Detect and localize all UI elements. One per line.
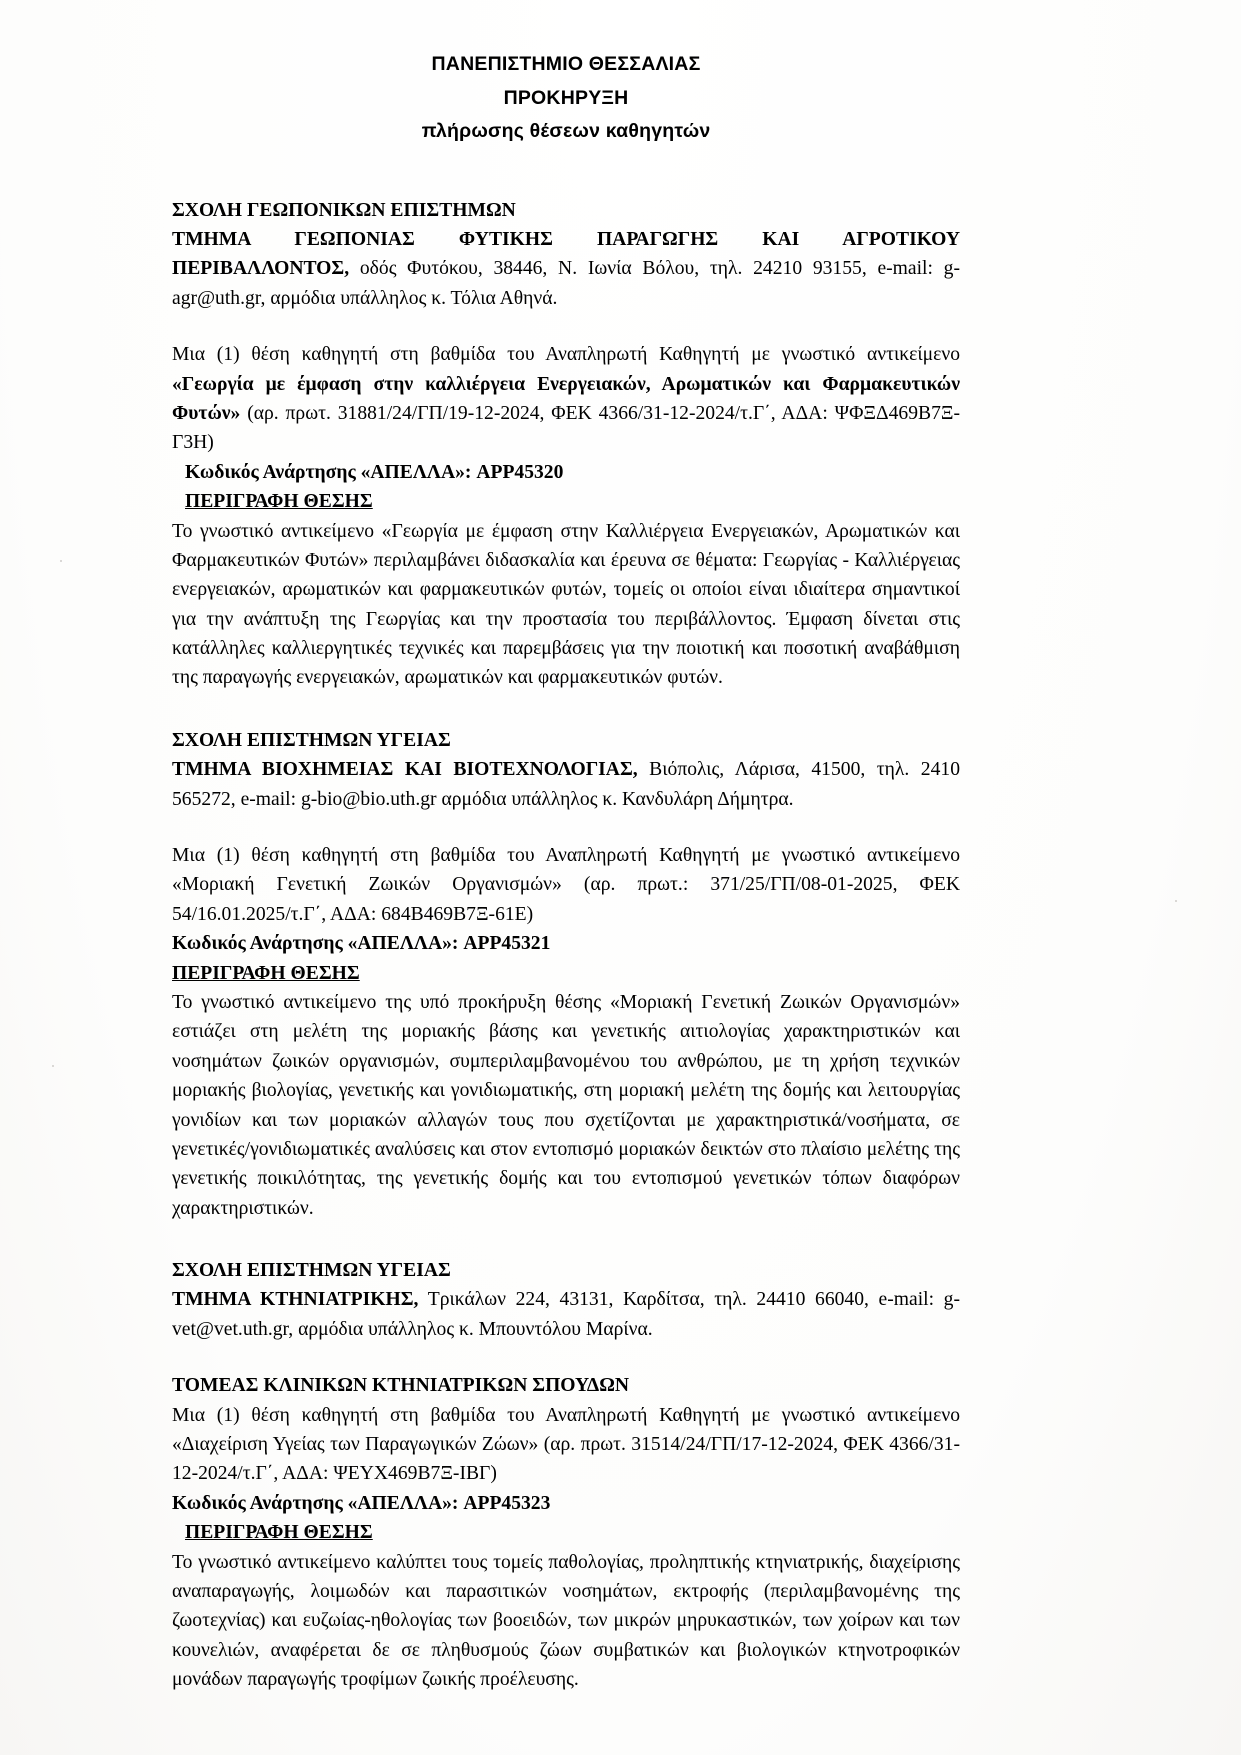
position-description-2: Το γνωστικό αντικείμενο της υπό προκήρυξη θέσης «Μοριακή Γενετική Ζωικών Οργανισμών» εστιάζει στη μελέτη της μοριακής βάσης και γενετικής αιτιολογίας χαρακτηριστικών και νοσημάτων ζωικών οργανισμών, συμπεριλαμβανομένου του ανθρώπου, με τη χρήση τεχνικών μοριακής βιολογίας, γενετικής και γονιδιωματικής, στη μοριακή μελέτη της δομής και λειτουργίας γονιδίων και των μοριακών αλλαγών τους που σχετίζονται με χαρακτηριστικά/νοσήματα, σε γενετικές/γονιδιωματικές αναλύσεις και στον εντοπισμό μοριακών δεικτών στο πλαίσιο μελέτης της γενετικής ποικιλότητας, της γενετικής δομής και του εντοπισμού γενετικών τόπων διαφόρων χαρακτηριστικών. bbox=[172, 991, 960, 1219]
scan-speckle bbox=[60, 560, 62, 562]
section-department-line bbox=[172, 755, 960, 814]
position-announcement-3: Μια (1) θέση καθηγητή στη βαθμίδα του Αναπληρωτή Καθηγητή με γνωστικό αντικείμενο «Διαχείριση Υγείας των Παραγωγικών Ζώων» (αρ. πρωτ. 31514/24/ΓΠ/17-12-2024, ΦΕΚ 4366/31-12-2024/τ.Γ΄, ΑΔΑ: ΨΕΥΧ469Β7Ξ-ΙΒΓ) bbox=[172, 1404, 960, 1485]
apella-code-3: Κωδικός Ανάρτησης «ΑΠΕΛΛΑ»: APP45323 bbox=[172, 1492, 551, 1514]
document-header bbox=[172, 48, 960, 149]
section-health-sciences-veterinary bbox=[172, 1256, 960, 1694]
apella-code-2: Κωδικός Ανάρτησης «ΑΠΕΛΛΑ»: APP45321 bbox=[172, 933, 551, 955]
department-name: ΤΜΗΜΑ ΚΤΗΝΙΑΤΡΙΚΗΣ, bbox=[172, 1289, 419, 1311]
header-announcement-type: ΠΡΟΚΗΡΥΞΗ bbox=[503, 86, 629, 109]
department-name-part-1: ΤΜΗΜΑ ΓΕΩΠΟΝΙΑΣ ΦΥΤΙΚΗΣ ΠΑΡΑΓΩΓΗΣ ΚΑΙ ΑΓΡΟΤΙΚΟΥ bbox=[172, 228, 960, 250]
position-reference-numbers: (αρ. πρωτ. 31881/24/ΓΠ/19-12-2024, ΦΕΚ 4366/31-12-2024/τ.Γ΄, ΑΔΑ: ΨΦΞΔ469Β7Ξ-Γ3Η) bbox=[172, 402, 960, 454]
section-health-sciences-biochemistry bbox=[172, 726, 960, 1223]
department-contact-info: Τρικάλων 224, 43131, Καρδίτσα, τηλ. 24410 66040, e-mail: g-vet@vet.uth.gr, αρμόδια υπάλληλος κ. Μπουντόλου Μαρίνα. bbox=[172, 1289, 961, 1340]
header-gap-2 bbox=[172, 182, 960, 196]
description-heading-wrap-1 bbox=[172, 487, 960, 516]
section-sector-name: ΤΟΜΕΑΣ ΚΛΙΝΙΚΩΝ ΚΤΗΝΙΑΤΡΙΚΩΝ ΣΠΟΥΔΩΝ bbox=[172, 1375, 630, 1397]
gap bbox=[172, 313, 960, 340]
section-school-name: ΣΧΟΛΗ ΓΕΩΠΟΝΙΚΩΝ ΕΠΙΣΤΗΜΩΝ bbox=[172, 199, 516, 221]
section-department-line-2 bbox=[172, 254, 960, 313]
position-description-1: Το γνωστικό αντικείμενο «Γεωργία με έμφαση στην Καλλιέργεια Ενεργειακών, Αρωματικών και Φαρμακευτικών Φυτών» περιλαμβάνει διδασκαλία και έρευνα σε θέματα: Γεωργίας - Καλλιέργειας ενεργειακών, αρωματικών και φαρμακευτικών φυτών, τομείς οι οποίοι είναι ιδιαίτερα σημαντικοί για την ανάπτυξη της Γεωργίας και την προστασία του περιβάλλοντος. Έμφαση δίνεται στις κατάλληλες καλλιεργητικές τεχνικές και παρεμβάσεις για την ποιοτική και ποσοτική αναβάθμιση της παραγωγής ενεργειακών, αρωματικών και φαρμακευτικών φυτών. bbox=[172, 520, 960, 689]
header-gap bbox=[172, 149, 960, 182]
position-announcement-2: Μια (1) θέση καθηγητή στη βαθμίδα του Αναπληρωτή Καθηγητή με γνωστικό αντικείμενο «Μοριακή Γενετική Ζωικών Οργανισμών» (αρ. πρωτ.: 371/25/ΓΠ/08-01-2025, ΦΕΚ 54/16.01.2025/τ.Γ΄, ΑΔΑ: 684Β469Β7Ξ-61Ε) bbox=[172, 845, 960, 925]
section-gap-2 bbox=[172, 1223, 960, 1256]
department-name: ΤΜΗΜΑ ΒΙΟΧΗΜΕΙΑΣ ΚΑΙ ΒΙΟΤΕΧΝΟΛΟΓΙΑΣ, bbox=[172, 759, 638, 781]
position-subject-title: «Γεωργία με έμφαση στην καλλιέργεια Ενεργειακών, Αρωματικών και Φαρμακευτικών Φυτών» bbox=[172, 373, 960, 424]
section-agricultural-sciences bbox=[172, 196, 960, 693]
gap bbox=[172, 814, 960, 841]
section-school-name: ΣΧΟΛΗ ΕΠΙΣΤΗΜΩΝ ΥΓΕΙΑΣ bbox=[172, 1260, 451, 1282]
position-announcement-1 bbox=[172, 340, 960, 458]
section-department-line bbox=[172, 1285, 960, 1344]
section-school-name: ΣΧΟΛΗ ΕΠΙΣΤΗΜΩΝ ΥΓΕΙΑΣ bbox=[172, 729, 451, 751]
position-intro-text: Μια (1) θέση καθηγητή στη βαθμίδα του Αναπληρωτή Καθηγητή με γνωστικό αντικείμενο bbox=[172, 344, 960, 366]
department-contact-info: Βιόπολις, Λάρισα, 41500, τηλ. 2410 565272, e-mail: g-bio@bio.uth.gr αρμόδια υπάλληλος κ. Κανδυλάρη Δήμητρα. bbox=[172, 759, 960, 810]
document-body bbox=[172, 48, 960, 1695]
section-gap-1 bbox=[172, 693, 960, 726]
department-contact-info: οδός Φυτόκου, 38446, Ν. Ιωνία Βόλου, τηλ. 24210 93155, e-mail: g-agr@uth.gr, αρμόδια υπάλληλος κ. Τόλια Αθηνά. bbox=[172, 258, 960, 309]
gap bbox=[172, 1344, 960, 1371]
position-description-3: Το γνωστικό αντικείμενο καλύπτει τους τομείς παθολογίας, προληπτικής κτηνιατρικής, διαχείρισης αναπαραγωγής, λοιμωδών και παρασιτικών νοσημάτων, εκτροφής (περιλαμβανομένης της ζωοτεχνίας) και ευζωίας-ηθολογίας των βοοειδών, των μικρών μηρυκαστικών, των χοίρων και των κουνελιών, αναφέρεται δε σε πληθυσμούς ζώων συμβατικών και βιολογικών κτηνοτροφικών μονάδων παραγωγής τροφίμων ζωικής προέλευσης. bbox=[172, 1551, 960, 1691]
apella-code-1: Κωδικός Ανάρτησης «ΑΠΕΛΛΑ»: APP45320 bbox=[185, 461, 564, 483]
position-description-heading: ΠΕΡΙΓΡΑΦΗ ΘΕΣΗΣ bbox=[185, 1522, 373, 1544]
position-description-heading: ΠΕΡΙΓΡΑΦΗ ΘΕΣΗΣ bbox=[185, 491, 373, 513]
description-heading-wrap-3 bbox=[172, 1518, 960, 1547]
section-department-line-1 bbox=[172, 225, 960, 254]
position-description-heading: ΠΕΡΙΓΡΑΦΗ ΘΕΣΗΣ bbox=[172, 962, 360, 984]
header-university-name: ΠΑΝΕΠΙΣΤΗΜΙΟ ΘΕΣΣΑΛΙΑΣ bbox=[431, 53, 701, 75]
scan-speckle bbox=[1175, 900, 1177, 902]
department-name-part-2: ΠΕΡΙΒΑΛΛΟΝΤΟΣ, bbox=[172, 258, 350, 280]
scan-speckle bbox=[52, 1065, 54, 1067]
description-heading-wrap-2 bbox=[172, 959, 960, 988]
header-subtitle: πλήρωσης θέσεων καθηγητών bbox=[421, 120, 711, 143]
